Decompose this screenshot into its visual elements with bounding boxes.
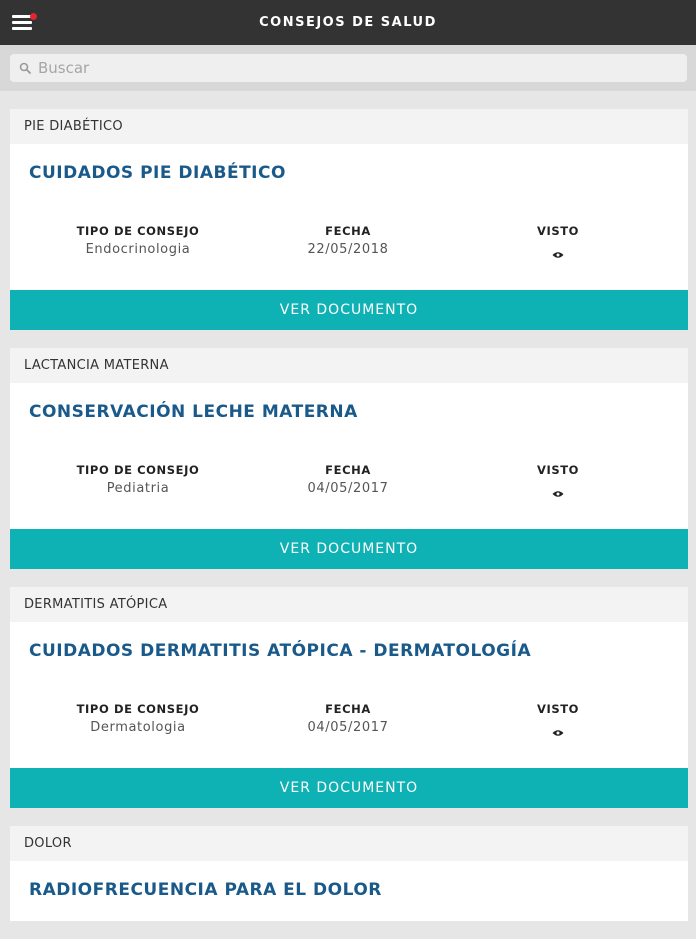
card-body[interactable] bbox=[10, 861, 688, 921]
hamburger-icon-line bbox=[12, 21, 32, 24]
meta-fecha bbox=[248, 702, 448, 735]
hamburger-icon bbox=[12, 15, 32, 18]
meta-value-fecha: 22/05/2018 bbox=[307, 242, 389, 257]
meta-tipo bbox=[38, 702, 238, 735]
hamburger-icon-line bbox=[12, 27, 32, 30]
meta-visto bbox=[458, 224, 658, 263]
meta-value-tipo: Pediatria bbox=[106, 481, 170, 496]
meta-tipo bbox=[38, 463, 238, 496]
search-bar bbox=[0, 45, 696, 91]
meta-label-fecha: FECHA bbox=[325, 702, 371, 716]
meta-value-fecha: 04/05/2017 bbox=[307, 720, 389, 735]
eye-icon bbox=[552, 722, 564, 741]
view-document-button[interactable]: VER DOCUMENTO bbox=[10, 290, 688, 330]
card-body[interactable] bbox=[10, 622, 688, 768]
menu-button[interactable] bbox=[12, 12, 34, 32]
advice-card bbox=[10, 348, 688, 569]
meta-label-visto: VISTO bbox=[536, 463, 580, 477]
card-category: PIE DIABÉTICO bbox=[10, 109, 688, 144]
search-icon bbox=[16, 59, 34, 77]
search-input[interactable] bbox=[38, 56, 638, 80]
card-body[interactable] bbox=[10, 144, 688, 290]
advice-card bbox=[10, 826, 688, 921]
card-title: CUIDADOS PIE DIABÉTICO bbox=[29, 163, 286, 183]
meta-label-fecha: FECHA bbox=[325, 224, 371, 238]
meta-label-fecha: FECHA bbox=[325, 463, 371, 477]
card-title: CONSERVACIÓN LECHE MATERNA bbox=[29, 402, 358, 422]
card-title: CUIDADOS DERMATITIS ATÓPICA - DERMATOLOGÍA bbox=[29, 641, 532, 661]
search-box[interactable] bbox=[10, 54, 687, 82]
meta-value-tipo: Endocrinologia bbox=[85, 242, 191, 257]
meta-label-tipo: TIPO DE CONSEJO bbox=[76, 463, 200, 477]
meta-label-visto: VISTO bbox=[536, 702, 580, 716]
card-body[interactable] bbox=[10, 383, 688, 529]
meta-visto bbox=[458, 702, 658, 741]
advice-card bbox=[10, 587, 688, 808]
advice-card bbox=[10, 109, 688, 330]
meta-tipo bbox=[38, 224, 238, 257]
card-category: DOLOR bbox=[10, 826, 688, 861]
meta-fecha bbox=[248, 224, 448, 257]
card-title: RADIOFRECUENCIA PARA EL DOLOR bbox=[29, 880, 382, 900]
advice-list bbox=[10, 109, 688, 939]
eye-icon bbox=[552, 244, 564, 263]
meta-label-tipo: TIPO DE CONSEJO bbox=[76, 224, 200, 238]
top-app-bar bbox=[0, 0, 696, 45]
card-category: DERMATITIS ATÓPICA bbox=[10, 587, 688, 622]
meta-fecha bbox=[248, 463, 448, 496]
meta-label-tipo: TIPO DE CONSEJO bbox=[76, 702, 200, 716]
notification-badge bbox=[30, 13, 37, 20]
meta-value-fecha: 04/05/2017 bbox=[307, 481, 389, 496]
view-document-button[interactable]: VER DOCUMENTO bbox=[10, 768, 688, 808]
view-document-button[interactable]: VER DOCUMENTO bbox=[10, 529, 688, 569]
meta-value-tipo: Dermatologia bbox=[90, 720, 186, 735]
meta-label-visto: VISTO bbox=[536, 224, 580, 238]
card-category: LACTANCIA MATERNA bbox=[10, 348, 688, 383]
page-title: CONSEJOS DE SALUD bbox=[259, 15, 437, 30]
eye-icon bbox=[552, 483, 564, 502]
meta-visto bbox=[458, 463, 658, 502]
